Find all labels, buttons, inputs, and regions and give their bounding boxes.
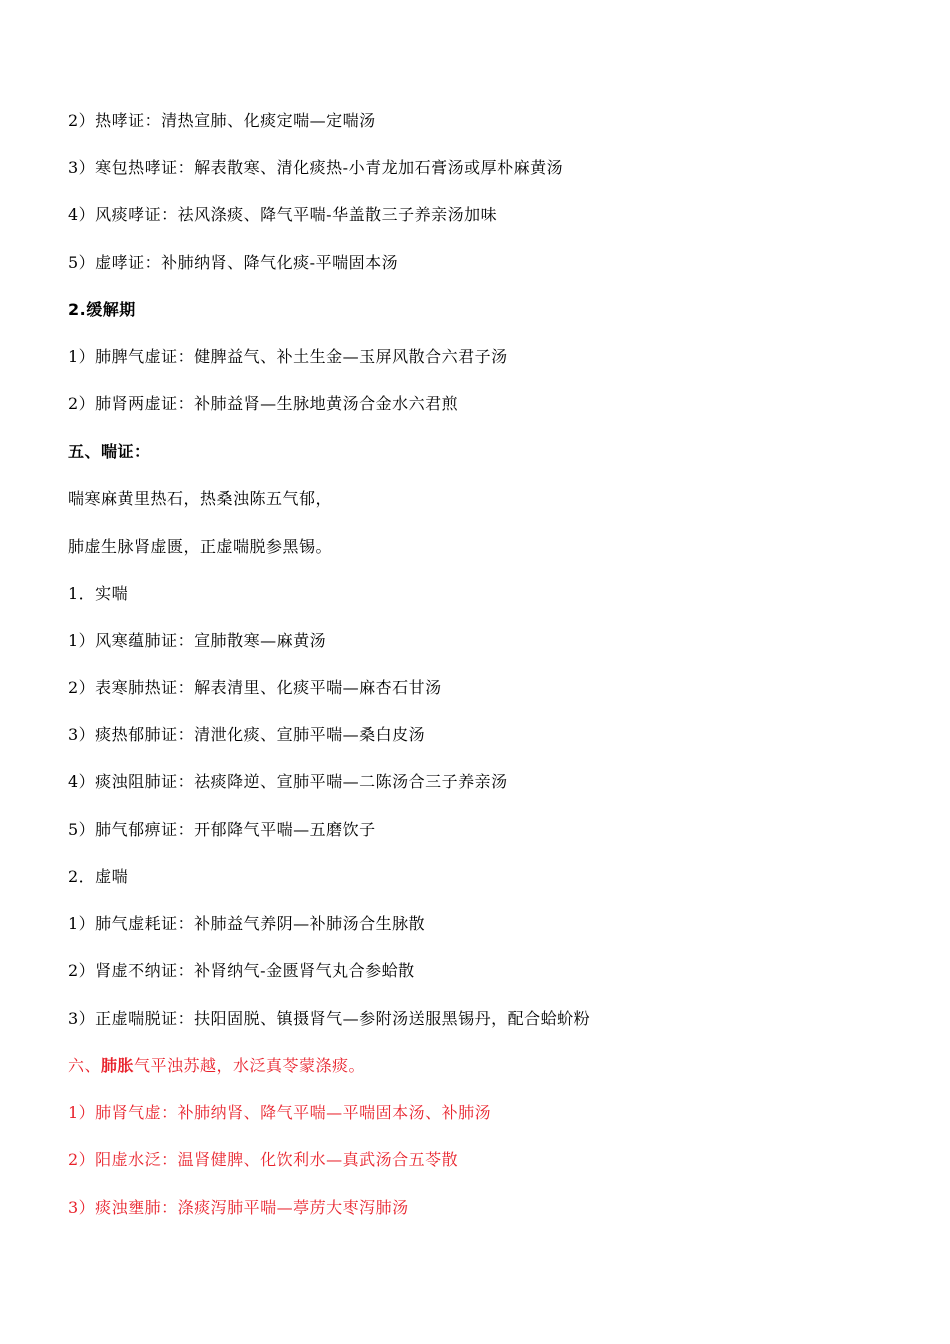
- section-emphasis: 肺胀: [101, 1056, 135, 1075]
- section-number: 六、: [68, 1056, 102, 1075]
- text-line: 2）热哮证：清热宣肺、化痰定喘—定喘汤: [68, 111, 376, 130]
- section-heading: 五、喘证：: [68, 442, 151, 461]
- red-text-line: 1）肺肾气虚：补肺纳肾、降气平喘—平喘固本汤、补肺汤: [68, 1103, 492, 1122]
- text-line: 3）痰热郁肺证：清泄化痰、宣肺平喘—桑白皮汤: [68, 725, 426, 744]
- red-text-line: 3）痰浊壅肺：涤痰泻肺平喘—葶苈大枣泻肺汤: [68, 1198, 409, 1217]
- text-line: 3）寒包热哮证：解表散寒、清化痰热-小青龙加石膏汤或厚朴麻黄汤: [68, 158, 564, 177]
- text-line: 2）表寒肺热证：解表清里、化痰平喘—麻杏石甘汤: [68, 678, 442, 697]
- text-line: 4）痰浊阻肺证：祛痰降逆、宣肺平喘—二陈汤合三子养亲汤: [68, 772, 508, 791]
- text-line: 5）肺气郁痹证：开郁降气平喘—五磨饮子: [68, 820, 376, 839]
- text-line: 3）正虚喘脱证：扶阳固脱、镇摄肾气—参附汤送服黑锡丹，配合蛤蚧粉: [68, 1009, 591, 1028]
- text-line: 1）风寒蕴肺证：宣肺散寒—麻黄汤: [68, 631, 327, 650]
- text-line: 4）风痰哮证：祛风涤痰、降气平喘-华盖散三子养亲汤加味: [68, 205, 498, 224]
- text-line: 1）肺脾气虚证：健脾益气、补土生金—玉屏风散合六君子汤: [68, 347, 508, 366]
- mnemonic-line: 肺虚生脉肾虚匮，正虚喘脱参黑锡。: [68, 537, 333, 556]
- text-line: 5）虚哮证：补肺纳肾、降气化痰-平喘固本汤: [68, 253, 399, 272]
- mnemonic-line: 喘寒麻黄里热石，热桑浊陈五气郁，: [68, 489, 333, 508]
- text-line: 2）肺肾两虚证：补肺益肾—生脉地黄汤合金水六君煎: [68, 394, 459, 413]
- text-line: 1）肺气虚耗证：补肺益气养阴—补肺汤合生脉散: [68, 914, 426, 933]
- section-mnemonic: 气平浊苏越，水泛真苓蒙涤痰。: [134, 1056, 366, 1075]
- subsection-heading: 2．虚喘: [68, 867, 129, 886]
- section-heading: 2.缓解期: [68, 300, 136, 319]
- subsection-heading: 1．实喘: [68, 584, 129, 603]
- section-heading-red: [68, 1053, 365, 1079]
- red-text-line: 2）阳虚水泛：温肾健脾、化饮利水—真武汤合五苓散: [68, 1150, 459, 1169]
- text-line: 2）肾虚不纳证：补肾纳气-金匮肾气丸合参蛤散: [68, 961, 415, 980]
